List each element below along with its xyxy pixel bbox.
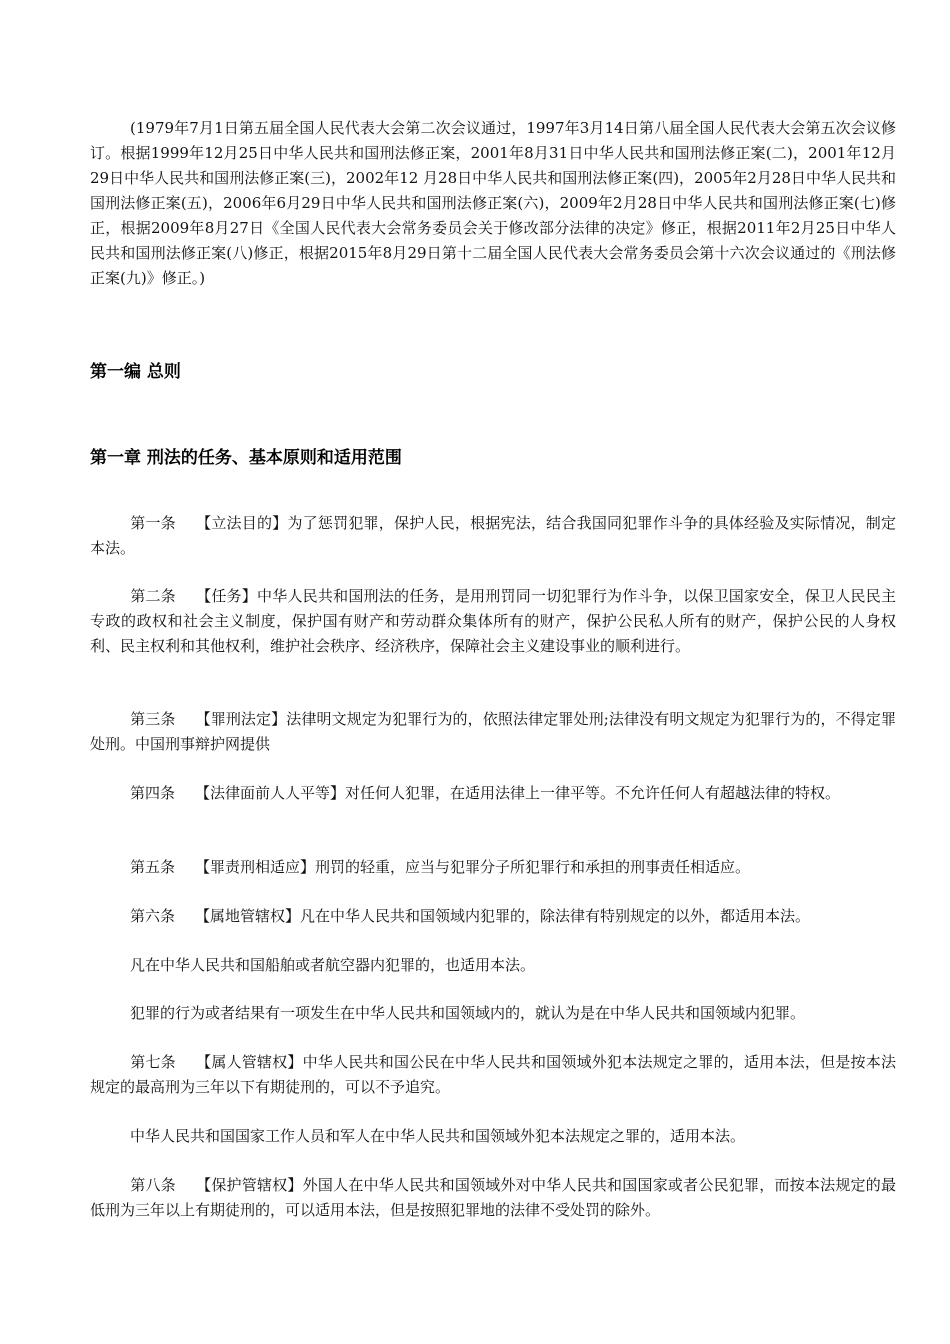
article-number: 第一条 xyxy=(130,514,176,532)
article-text: 犯罪的行为或者结果有一项发生在中华人民共和国领域内的，就认为是在中华人民共和国领域内犯罪。 xyxy=(130,1004,806,1022)
article-title: 【任务】 xyxy=(195,587,257,605)
article-title: 【属地管辖权】 xyxy=(195,907,301,925)
article-8 xyxy=(90,1173,896,1223)
article-7-clause-2 xyxy=(90,1124,896,1149)
article-title: 【保护管辖权】 xyxy=(195,1176,303,1194)
article-6-clause-2 xyxy=(90,953,896,978)
article-6-clause-3 xyxy=(90,1001,896,1026)
article-number: 第二条 xyxy=(130,587,176,605)
article-number: 第七条 xyxy=(130,1053,176,1071)
article-7 xyxy=(90,1050,896,1100)
article-number: 第六条 xyxy=(130,907,176,925)
preamble-text: (1979年7月1日第五届全国人民代表大会第二次会议通过，1997年3月14日第八届全国人民代表大会第五次会议修订。根据1999年12月25日中华人民共和国刑法修正案，2001年8月31日中华人民共和国刑法修正案(二)，2001年12月29日中华人民共和国刑法修正案(三)，2002年12 月28日中华人民共和国刑法修正案(四)，2005年2月28日中华人民共和国刑法修正案(五)，2006年6月29日中华人民共和国刑法修正案(六)，2009年2月28日中华人民共和国刑法修正案(七)修正，根据2009年8月27日《全国人民代表大会常务委员会关于修改部分法律的决定》修正，根据2011年2月25日中华人民共和国刑法修正案(八)修正，根据2015年8月29日第十二届全国人民代表大会常务委员会第十六次会议通过的《刑法修正案(九)》修正。) xyxy=(90,119,896,287)
part-heading: 第一编 总则 xyxy=(90,362,181,382)
chapter-heading: 第一章 刑法的任务、基本原则和适用范围 xyxy=(90,448,402,468)
preamble-paragraph xyxy=(90,116,896,291)
article-text: 中华人民共和国公民在中华人民共和国领域外犯本法规定之罪的，适用本法，但是按本法规定的最高刑为三年以下有期徒刑的，可以不予追究。 xyxy=(90,1053,896,1096)
article-title: 【法律面前人人平等】 xyxy=(195,784,346,802)
article-text: 中华人民共和国国家工作人员和军人在中华人民共和国领域外犯本法规定之罪的，适用本法。 xyxy=(130,1127,746,1145)
article-2 xyxy=(90,584,896,659)
article-text: 中华人民共和国刑法的任务，是用刑罚同一切犯罪行为作斗争，以保卫国家安全，保卫人民民主专政的政权和社会主义制度，保护国有财产和劳动群众集体所有的财产，保护公民私人所有的财产，保护公民的人身权利、民主权利和其他权利，维护社会秩序、经济秩序，保障社会主义建设事业的顺利进行。 xyxy=(90,587,896,655)
article-4 xyxy=(90,781,896,806)
article-text: 刑罚的轻重，应当与犯罪分子所犯罪行和承担的刑事责任相适应。 xyxy=(315,858,751,876)
article-title: 【属人管辖权】 xyxy=(195,1053,303,1071)
article-text: 凡在中华人民共和国船舶或者航空器内犯罪的，也适用本法。 xyxy=(130,956,536,974)
article-5 xyxy=(90,855,896,880)
article-text: 对任何人犯罪，在适用法律上一律平等。不允许任何人有超越法律的特权。 xyxy=(345,784,841,802)
article-6 xyxy=(90,904,896,929)
article-text: 为了惩罚犯罪，保护人民，根据宪法，结合我国同犯罪作斗争的具体经验及实际情况，制定本法。 xyxy=(90,514,896,557)
article-number: 第五条 xyxy=(130,858,176,876)
article-title: 【罪责刑相适应】 xyxy=(195,858,316,876)
article-text: 法律明文规定为犯罪行为的，依照法律定罪处刑;法律没有明文规定为犯罪行为的，不得定罪处刑。中国刑事辩护网提供 xyxy=(90,710,896,753)
article-1 xyxy=(90,511,896,561)
article-number: 第四条 xyxy=(130,784,176,802)
article-text: 外国人在中华人民共和国领域外对中华人民共和国国家或者公民犯罪，而按本法规定的最低刑为三年以上有期徒刑的，可以适用本法，但是按照犯罪地的法律不受处罚的除外。 xyxy=(90,1176,896,1219)
article-text: 凡在中华人民共和国领域内犯罪的，除法律有特别规定的以外，都适用本法。 xyxy=(300,907,811,925)
article-number: 第八条 xyxy=(130,1176,176,1194)
article-title: 【罪刑法定】 xyxy=(195,710,287,728)
article-number: 第三条 xyxy=(130,710,176,728)
article-3 xyxy=(90,707,896,757)
article-title: 【立法目的】 xyxy=(195,514,288,532)
